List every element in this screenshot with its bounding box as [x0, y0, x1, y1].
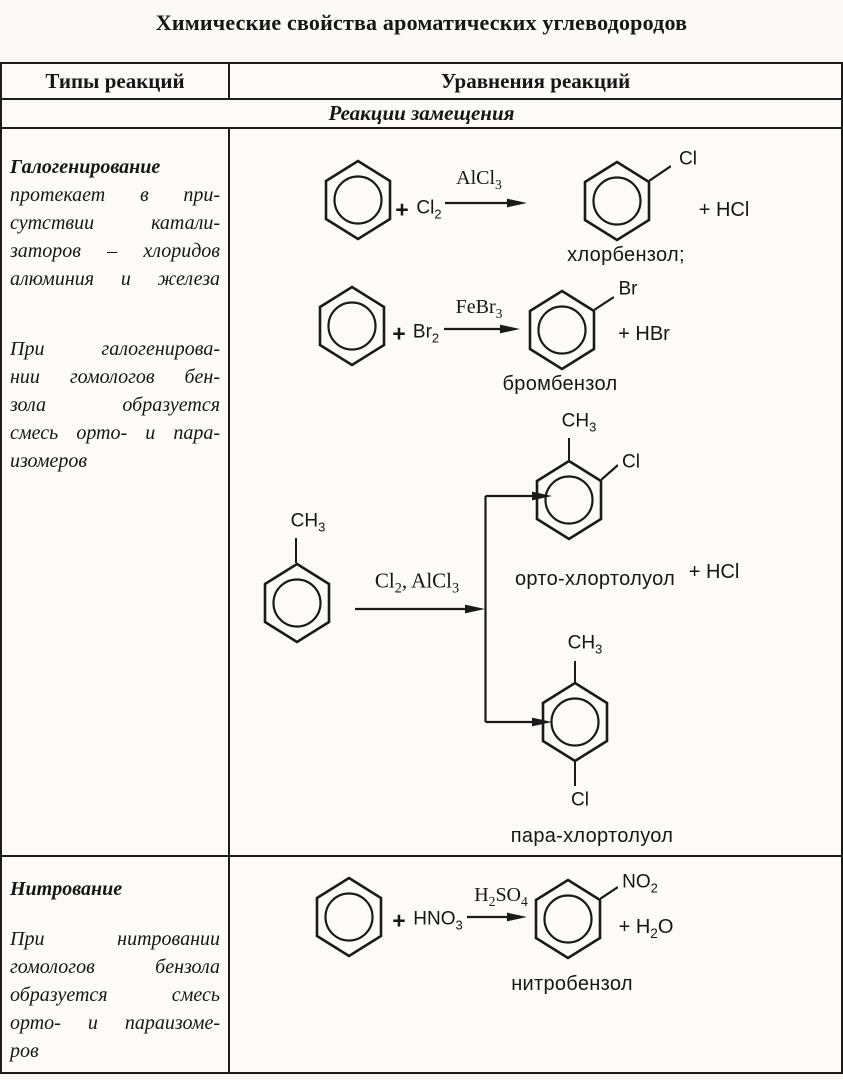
bond [600, 886, 618, 899]
febr3-catalyst-label: FeBr$_3$ [455, 296, 503, 322]
halogenation-equations-cell [230, 129, 841, 855]
chlorobenzene-ring [582, 159, 652, 243]
nitration-description-cell [2, 857, 230, 1072]
nitration-paragraph: При нитровании гомологов бензола образуется смесь орто- и параизоме- ров [10, 928, 220, 1062]
halogenation-description-cell [2, 129, 230, 855]
alcl3-catalyst-label: AlCl$_3$ [456, 167, 502, 193]
reaction-arrow [444, 322, 520, 336]
nitration-equations-cell [230, 857, 841, 1072]
bond [568, 438, 570, 460]
chlorine-substituent-label: Cl [571, 789, 589, 811]
column-header-reaction-equations: Уравнения реакций [440, 68, 631, 93]
cl2-alcl3-conditions-label: $Cl_2$, AlCl$_3$ [374, 568, 460, 597]
nitro-substituent-label: $NO_2$ [622, 871, 658, 896]
h2o-byproduct-label: + $H_2O$ [618, 916, 674, 942]
bond [649, 165, 671, 181]
ortho-chlorotoluene-caption: орто-хлортолуол [514, 568, 676, 590]
halogenation-heading: Галогенирование [10, 156, 161, 178]
plus-sign: + [395, 196, 409, 223]
methyl-group-label: $CH_3$ [290, 510, 326, 535]
benzene-ring [317, 284, 387, 368]
plus-sign: + [392, 907, 406, 934]
methyl-group-label: $CH_3$ [561, 410, 597, 435]
bond [594, 296, 614, 310]
halogenation-paragraph-2: При галогенирова- нии гомологов бен- зола образуется смесь орто- и пара- изомеров [10, 338, 220, 472]
benzene-ring [314, 875, 384, 959]
halogenation-row [2, 127, 841, 855]
bromine-reagent-formula: $Br_2$ [412, 321, 440, 346]
nitration-row [2, 855, 841, 1072]
nitrobenzene-caption: нитробензол [511, 973, 633, 995]
reactions-table [0, 62, 843, 1074]
h2so4-catalyst-label: $H_2SO_4$ [474, 884, 528, 910]
para-chlorotoluene-ring [540, 680, 610, 764]
halogenation-paragraph-1: протекает в при- сутствии катали- заторов – хлоридов алюминия и железа [10, 184, 220, 290]
nitration-heading: Нитрование [10, 878, 123, 900]
bond [295, 538, 297, 563]
nitrobenzene-ring [533, 877, 603, 961]
bromobenzene-caption: бромбензол [502, 373, 618, 395]
chlorine-reagent-formula: $Cl_2$ [416, 197, 442, 222]
benzene-ring [323, 158, 393, 242]
table-header-row [2, 64, 841, 98]
chlorobenzene-caption: хлорбензол; [567, 244, 685, 266]
hbr-byproduct-label: + HBr [618, 323, 670, 345]
chlorine-substituent-label: Cl [622, 451, 640, 473]
plus-sign: + [392, 320, 406, 347]
reaction-arrow [467, 910, 527, 924]
column-header-reaction-types: Типы реакций [2, 64, 230, 98]
bromine-substituent-label: Br [618, 278, 638, 300]
ortho-chlorotoluene-ring [534, 458, 604, 542]
bond [574, 762, 576, 786]
hcl-byproduct-label: + HCl [698, 199, 750, 221]
para-chlorotoluene-caption: пара-хлортолуол [510, 825, 674, 847]
reaction-arrow [445, 196, 527, 210]
hcl-byproduct-label: + HCl [688, 561, 740, 583]
reaction-arrow [355, 602, 485, 616]
chlorine-substituent-label: Cl [679, 148, 697, 170]
hno3-reagent-formula: $HNO_3$ [413, 908, 463, 933]
bond [574, 661, 576, 682]
bromobenzene-ring [527, 288, 597, 372]
section-header-substitution-reactions: Реакции замещения [328, 101, 515, 125]
page-title: Химические свойства ароматических углеводородов [155, 10, 688, 35]
bond [601, 464, 618, 480]
toluene-ring [262, 561, 332, 645]
methyl-group-label: $CH_3$ [567, 632, 603, 657]
section-row [2, 98, 841, 127]
